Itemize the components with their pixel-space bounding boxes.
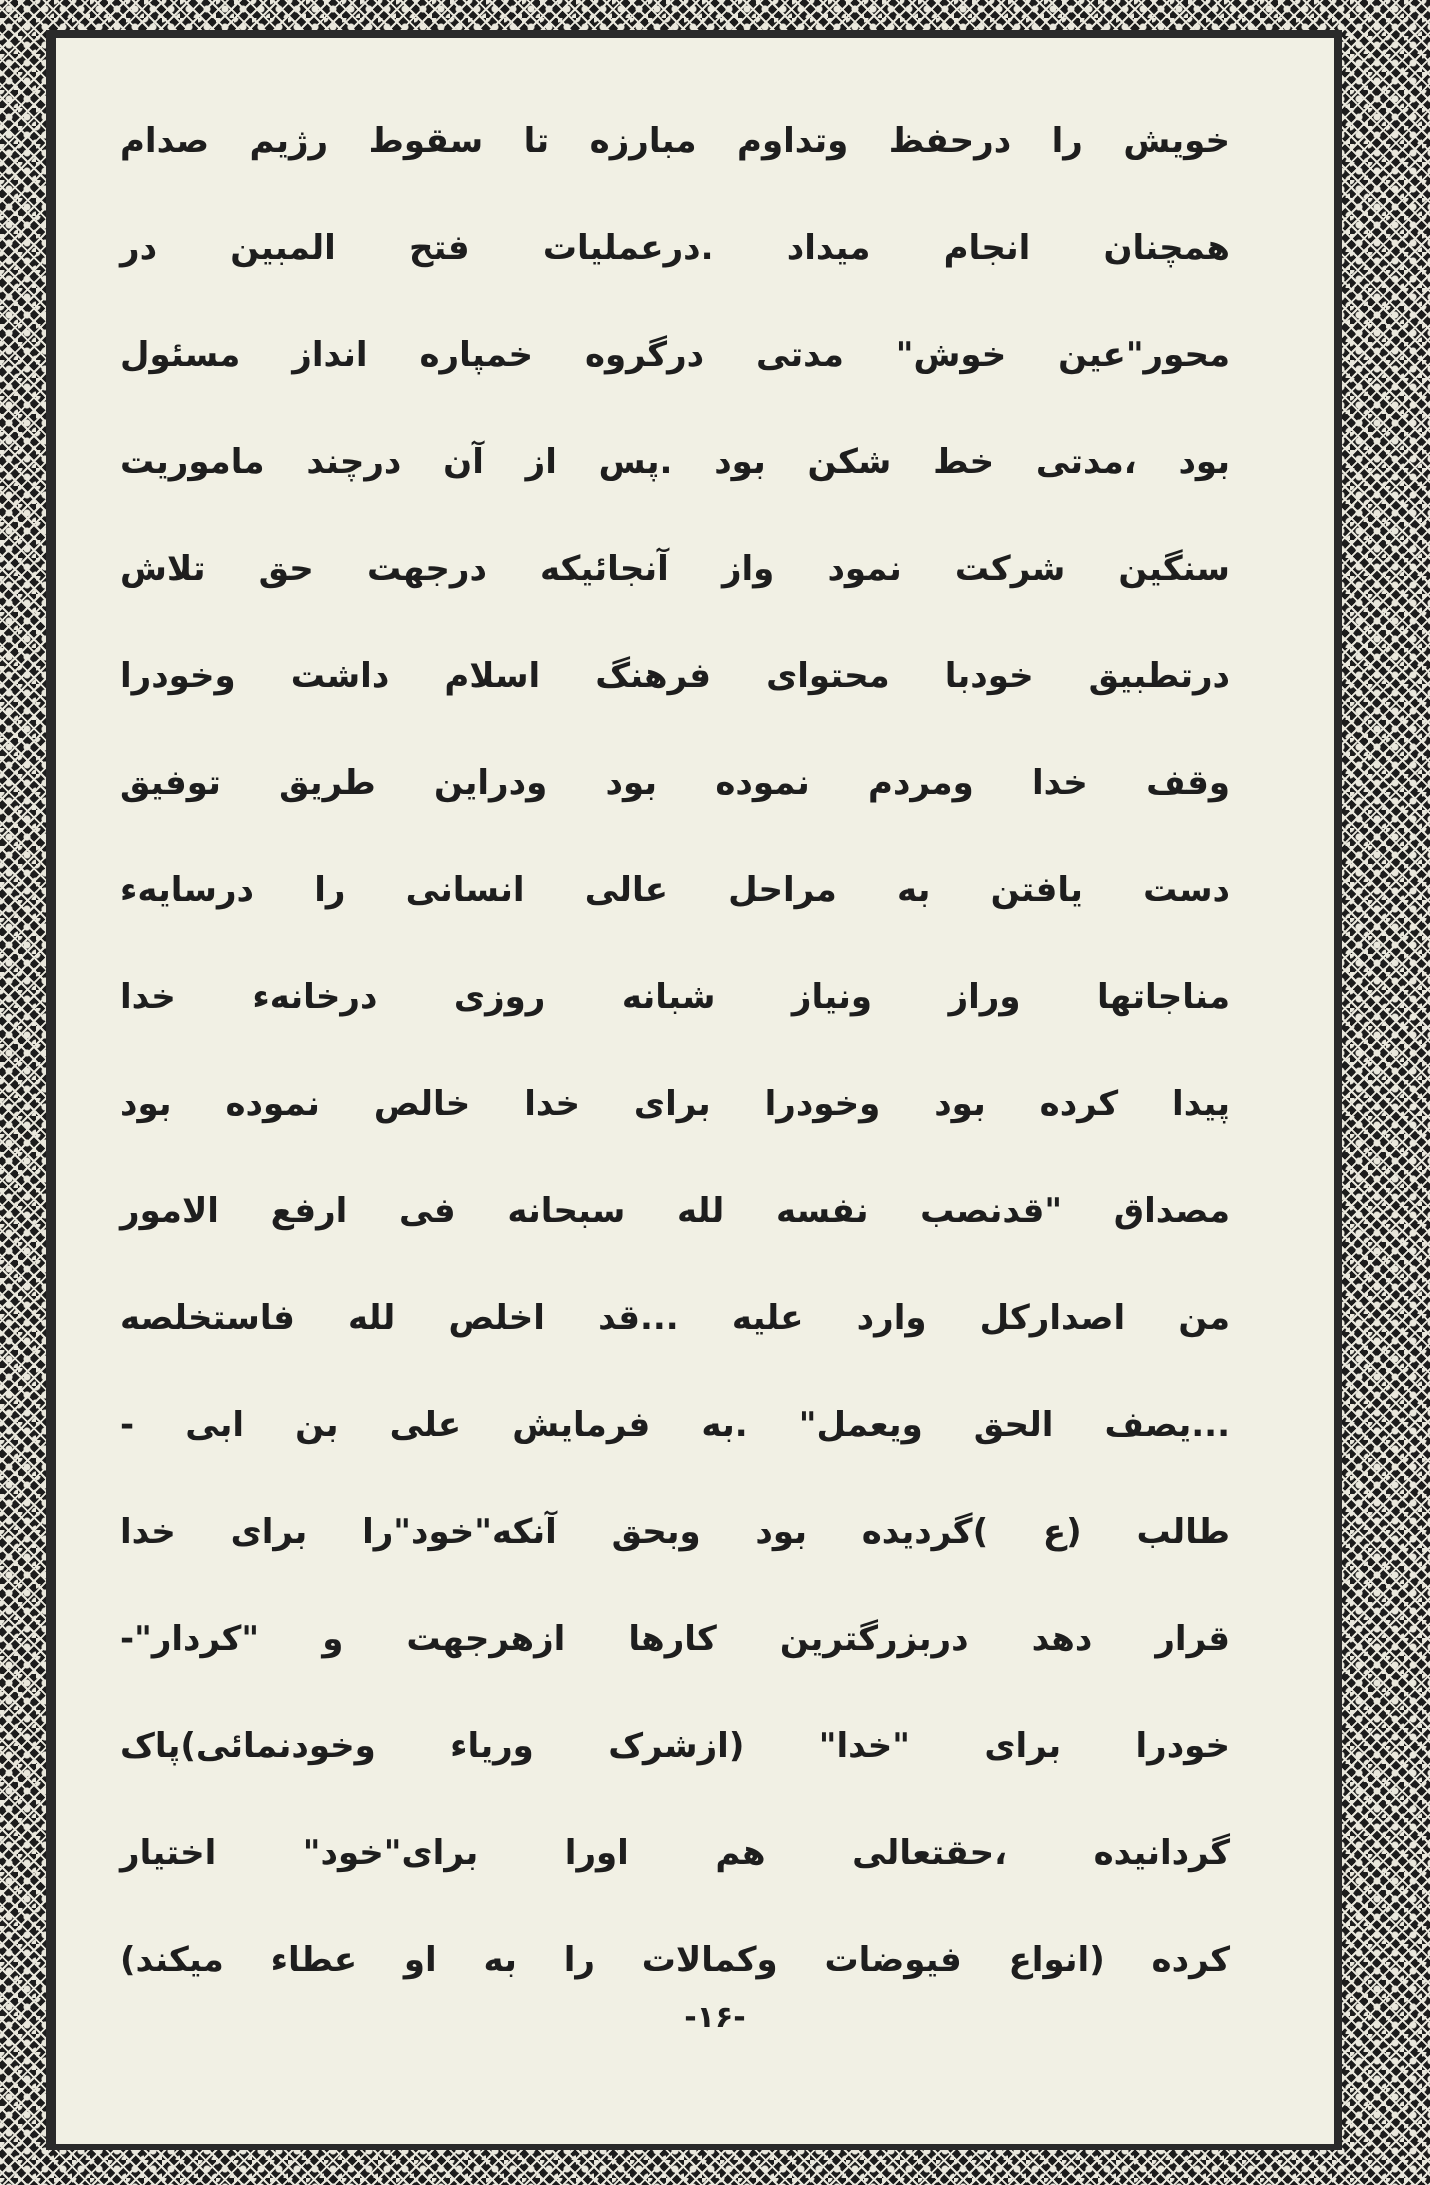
text-line: خویش را درحفظ وتداوم مبارزه تا سقوط رژیم صدام — [120, 121, 1230, 161]
text-line: بود ،مدتی خط شکن بود .پس از آن درچند ماموریت — [120, 442, 1230, 482]
text-line: کرده (انواع فیوضات وکمالات را به او عطاء میکند) — [120, 1940, 1230, 1980]
text-line: سنگین شرکت نمود واز آنجائیکه درجهت حق تلاش — [120, 549, 1230, 589]
text-line: همچنان انجام میداد .درعملیات فتح المبین در — [120, 228, 1230, 268]
page-number: -۱۶- — [684, 2000, 746, 2035]
text-line: مناجاتها وراز ونیاز شبانه روزی درخانهء خدا — [120, 977, 1230, 1017]
text-line: خودرا برای "خدا" (ازشرک وریاء وخودنمائی)پاک — [120, 1726, 1230, 1766]
text-line: پیدا کرده بود وخودرا برای خدا خالص نموده بود — [120, 1084, 1230, 1124]
text-line: درتطبیق خودبا محتوای فرهنگ اسلام داشت وخودرا — [120, 656, 1230, 696]
text-line: مصداق "قدنصب نفسه لله سبحانه فی ارفع الامور — [120, 1191, 1230, 1231]
text-line: ...یصف الحق ویعمل" .به فرمایش علی بن ابی - — [120, 1405, 1230, 1445]
text-line: محور"عین خوش" مدتی درگروه خمپاره انداز مسئول — [120, 335, 1230, 375]
text-line: من اصدارکل وارد علیه ...قد اخلص لله فاستخلصه — [120, 1298, 1230, 1338]
text-line: دست یافتن به مراحل عالی انسانی را درسایهء — [120, 870, 1230, 910]
text-line: قرار دهد دربزرگترین کارها ازهرجهت و "کردار"- — [120, 1619, 1230, 1659]
text-line: طالب (ع )گردیده بود وبحق آنکه"خود"را برای خدا — [120, 1512, 1230, 1552]
text-line: وقف خدا ومردم نموده بود ودراین طریق توفیق — [120, 763, 1230, 803]
text-line: گردانیده ،حقتعالی هم اورا برای"خود" اختیار — [120, 1833, 1230, 1873]
body-text — [120, 88, 1230, 2014]
